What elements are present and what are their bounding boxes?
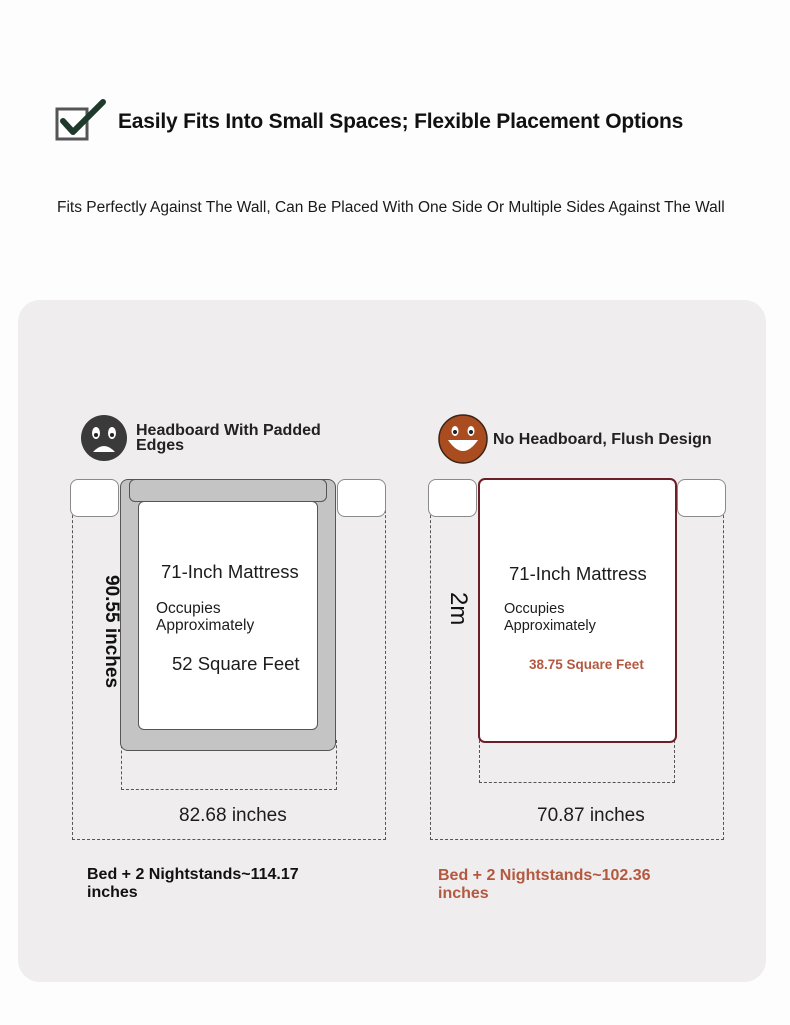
left-nightstand-left xyxy=(70,479,119,517)
left-occupies-text: Occupies Approximately xyxy=(156,600,255,634)
page-title: Easily Fits Into Small Spaces; Flexible Placement Options xyxy=(118,110,684,133)
right-nightstand-right xyxy=(677,479,726,517)
sad-face-icon xyxy=(80,414,128,467)
right-mattress-title: 71-Inch Mattress xyxy=(509,563,647,584)
right-nightstand-left xyxy=(428,479,477,517)
left-total-text: Bed + 2 Nightstands~114.17 inches xyxy=(87,866,299,901)
right-area-text: 38.75 Square Feet xyxy=(529,657,644,672)
left-bed-width: 82.68 inches xyxy=(179,805,287,826)
left-option-label: Headboard With Padded Edges xyxy=(136,422,321,454)
left-length-label xyxy=(100,575,124,695)
happy-face-icon xyxy=(438,414,488,469)
left-length-text: 90.55 inches xyxy=(101,575,122,689)
right-bed-width: 70.87 inches xyxy=(537,805,645,826)
left-mattress-title: 71-Inch Mattress xyxy=(161,561,299,582)
page-subtitle: Fits Perfectly Against The Wall, Can Be Placed With One Side Or Multiple Sides Against The Wall xyxy=(57,199,725,216)
right-option-label: No Headboard, Flush Design xyxy=(493,431,712,448)
right-length-text: 2m xyxy=(445,592,472,626)
right-total-text: Bed + 2 Nightstands~102.36 inches xyxy=(438,867,651,902)
right-occupies-text: Occupies Approximately xyxy=(504,601,596,634)
left-nightstand-right xyxy=(337,479,386,517)
checkmark-icon xyxy=(55,99,107,143)
right-length-label xyxy=(444,592,474,642)
left-area-text: 52 Square Feet xyxy=(172,653,300,674)
left-headboard xyxy=(129,479,327,502)
